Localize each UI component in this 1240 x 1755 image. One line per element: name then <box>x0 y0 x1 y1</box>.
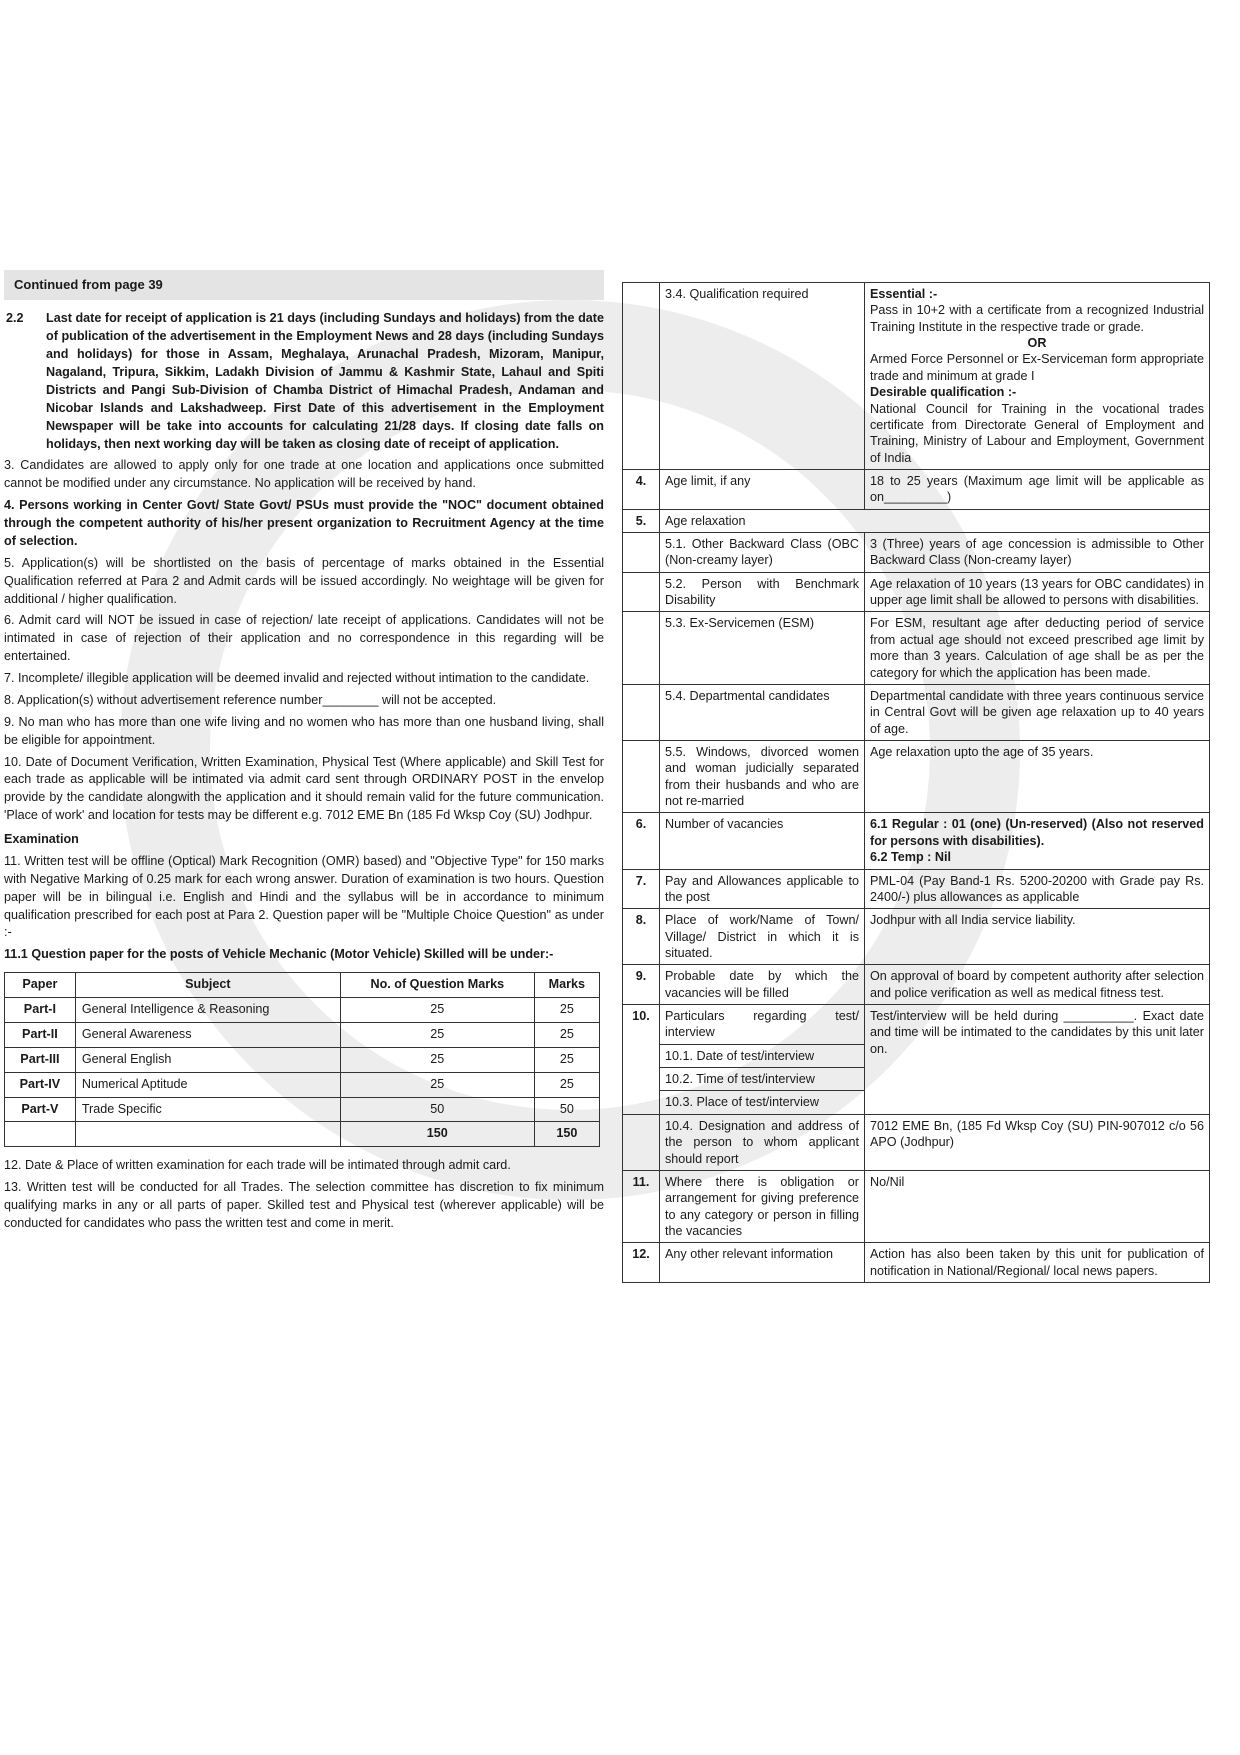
row-value: Departmental candidate with three years continuous service in Central Govt will be given age relaxation up to 40 years of age. <box>865 684 1210 740</box>
row-number: 9. <box>623 965 660 1005</box>
cell-questions: 25 <box>340 1072 534 1097</box>
row-5-4 <box>623 684 1210 740</box>
test-time-label: 10.2. Time of test/interview <box>660 1067 864 1087</box>
row-vacancies <box>623 813 1210 869</box>
row-number <box>623 283 660 470</box>
table-row <box>5 1072 600 1097</box>
header-subject: Subject <box>75 973 340 998</box>
paper-table-header <box>5 973 600 998</box>
notice-page <box>0 270 1214 1475</box>
row-value: No/Nil <box>865 1170 1210 1242</box>
row-label: Probable date by which the vacancies will be filled <box>660 965 865 1005</box>
row-label: Any other relevant information <box>660 1243 865 1283</box>
cell-total-paper <box>5 1122 76 1147</box>
row-place-of-work <box>623 909 1210 965</box>
continued-header: Continued from page 39 <box>4 270 604 300</box>
para-2-2-number: 2.2 <box>6 311 24 326</box>
row-5-5 <box>623 740 1210 812</box>
row-value: PML-04 (Pay Band-1 Rs. 5200-20200 with Grade pay Rs. 2400/-) plus allowances as applicable <box>865 869 1210 909</box>
cell-subject: Numerical Aptitude <box>75 1072 340 1097</box>
row-label: 5.5. Windows, divorced women and woman judicially separated from their husbands and who are not re-married <box>660 740 865 812</box>
row-age-relaxation <box>623 509 1210 532</box>
or-text: OR <box>1027 336 1047 351</box>
para-2-2-text: Last date for receipt of application is 21 days (including Sundays and holidays) from the date of publication of the advertisement in the Employment News and 28 days (including Sundays and holidays) for those in Assam, Meghalaya, Arunachal Pradesh, Mizoram, Manipur, Nagaland, Tripura, Sikkim, Ladakh Division of Jammu & Kashmir State, Lahaul and Spiti Districts and Pangi Sub-Division of Chamba District of Himachal Pradesh, Andaman and Nicobar Islands and Lakshadweep. First Date of this advertisement in the Employment Newspaper will be take into accounts for calculating 21/28 days. If closing date falls on holidays, then next working day will be taken as closing date of receipt of application. <box>46 311 604 451</box>
test-place-label: 10.3. Place of test/interview <box>660 1090 864 1110</box>
para-10: 10. Date of Document Verification, Written Examination, Physical Test (Where applicable) and Skill Test for each trade as applicable will be intimated via admit card sent through ORDINARY POST in the envelop provide by the candidate alongwith the application and it should remain valid for the future communication. 'Place of work' and location for tests may be different e.g. 7012 EME Bn (185 Fd Wksp Coy (SU) Jodhpur. <box>4 754 604 823</box>
armed-force-text: Armed Force Personnel or Ex-Serviceman form appropriate trade and minimum at grade I <box>870 352 1204 383</box>
para-12: 12. Date & Place of written examination for each trade will be intimated through admit card. <box>4 1158 511 1173</box>
row-label: Age relaxation <box>660 509 1210 532</box>
para-6: 6. Admit card will NOT be issued in case of rejection/ late receipt of applications. Candidates will not be intimated in case of rejection of their application and no correspondence in this regarding will be entertained. <box>4 613 604 664</box>
test-interview-label: Particulars regarding test/ interview <box>665 1009 859 1040</box>
left-column <box>4 270 604 1475</box>
row-label: 5.4. Departmental candidates <box>660 684 865 740</box>
essential-heading: Essential :- <box>870 287 938 301</box>
para-9: 9. No man who has more than one wife living and no women who has more than one husband living, shall be eligible for appointment. <box>4 714 604 747</box>
row-number: 10. <box>623 1005 660 1115</box>
para-7: 7. Incomplete/ illegible application will be deemed invalid and rejected without intimation to the candidate. <box>4 671 590 686</box>
cell-questions: 25 <box>340 1047 534 1072</box>
row-number <box>623 684 660 740</box>
total-row <box>5 1122 600 1147</box>
row-value: 7012 EME Bn, (185 Fd Wksp Coy (SU) PIN-907012 c/o 56 APO (Jodhpur) <box>865 1114 1210 1170</box>
row-label: 5.1. Other Backward Class (OBC (Non-creamy layer) <box>660 533 865 573</box>
row-label: 5.2. Person with Benchmark Disability <box>660 572 865 612</box>
row-value: On approval of board by competent authority after selection and police verification as well as medical fitness test. <box>865 965 1210 1005</box>
header-questions: No. of Question Marks <box>340 973 534 998</box>
row-other-info <box>623 1243 1210 1283</box>
table-row <box>5 998 600 1023</box>
row-label: Age limit, if any <box>660 469 865 509</box>
row-number: 5. <box>623 509 660 532</box>
cell-questions: 25 <box>340 1022 534 1047</box>
row-label <box>660 1005 865 1115</box>
row-value: Age relaxation of 10 years (13 years for OBC candidates) in upper age limit shall be allowed to persons with disabilities. <box>865 572 1210 612</box>
cell-subject: General Awareness <box>75 1022 340 1047</box>
para-3: 3. Candidates are allowed to apply only for one trade at one location and applications once submitted cannot be modified under any circumstance. No application will be received by hand. <box>4 458 604 491</box>
table-row <box>5 1022 600 1047</box>
paper-table <box>4 972 600 1147</box>
cell-subject: General Intelligence & Reasoning <box>75 998 340 1023</box>
row-number <box>623 612 660 684</box>
para-8: 8. Application(s) without advertisement reference number________ will not be accepted. <box>4 692 497 707</box>
cell-marks: 25 <box>534 1047 599 1072</box>
row-5-2 <box>623 572 1210 612</box>
row-age-limit <box>623 469 1210 509</box>
desirable-heading: Desirable qualification :- <box>870 385 1017 400</box>
row-number: 8. <box>623 909 660 965</box>
header-marks: Marks <box>534 973 599 998</box>
cell-marks: 25 <box>534 1022 599 1047</box>
cell-marks: 50 <box>534 1097 599 1122</box>
row-report-person <box>623 1114 1210 1170</box>
row-value: Age relaxation upto the age of 35 years. <box>865 740 1210 812</box>
row-number: 12. <box>623 1243 660 1283</box>
cell-paper: Part-IV <box>5 1072 76 1097</box>
para-11-1: 11.1 Question paper for the posts of Vehicle Mechanic (Motor Vehicle) Skilled will be under:- <box>4 947 554 962</box>
cell-marks: 25 <box>534 998 599 1023</box>
para-5: 5. Application(s) will be shortlisted on the basis of percentage of marks obtained in the Essential Qualification referred at Para 2 and Admit cards will be issued accordingly. No weightage will be given for additional / higher qualification. <box>4 555 604 606</box>
cell-total-subject <box>75 1122 340 1147</box>
cell-questions: 50 <box>340 1097 534 1122</box>
row-number: 11. <box>623 1170 660 1242</box>
para-2-2 <box>4 310 604 453</box>
row-number <box>623 533 660 573</box>
para-13: 13. Written test will be conducted for all Trades. The selection committee has discretion to fix minimum qualifying marks in any or all parts of paper. Skilled test and Physical test (wherever applicable) will be conducted for candidates who pass the written test and come in merit. <box>4 1180 604 1230</box>
row-value: 3 (Three) years of age concession is admissible to Other Backward Class (Non-creamy layer) <box>865 533 1210 573</box>
cell-paper: Part-III <box>5 1047 76 1072</box>
row-number: 7. <box>623 869 660 909</box>
cell-total-questions: 150 <box>340 1122 534 1147</box>
row-test-interview <box>623 1005 1210 1115</box>
row-label: 3.4. Qualification required <box>660 283 865 470</box>
row-number: 6. <box>623 813 660 869</box>
cell-paper: Part-II <box>5 1022 76 1047</box>
cell-subject: General English <box>75 1047 340 1072</box>
row-qualification <box>623 283 1210 470</box>
row-5-3 <box>623 612 1210 684</box>
row-value <box>865 813 1210 869</box>
cell-questions: 25 <box>340 998 534 1023</box>
cell-paper: Part-V <box>5 1097 76 1122</box>
desirable-text: National Council for Training in the vocational trades certificate from Directorate General of Employment and Training, Ministry of Labour and Employment, Government of India <box>870 401 1204 465</box>
right-column <box>622 282 1212 1283</box>
row-probable-date <box>623 965 1210 1005</box>
row-number <box>623 740 660 812</box>
cell-marks: 25 <box>534 1072 599 1097</box>
table-row <box>5 1097 600 1122</box>
row-value: 18 to 25 years (Maximum age limit will be applicable as on_________) <box>865 469 1210 509</box>
row-value: Jodhpur with all India service liability. <box>865 909 1210 965</box>
temp-vacancy: 6.2 Temp : Nil <box>870 850 951 865</box>
examination-heading: Examination <box>4 832 79 847</box>
row-label: Where there is obligation or arrangement for giving preference to any category or person in filling the vacancies <box>660 1170 865 1242</box>
cell-total-marks: 150 <box>534 1122 599 1147</box>
cell-paper: Part-I <box>5 998 76 1023</box>
row-number: 4. <box>623 469 660 509</box>
row-number <box>623 572 660 612</box>
row-label: Pay and Allowances applicable to the post <box>660 869 865 909</box>
row-pay <box>623 869 1210 909</box>
row-number <box>623 1114 660 1170</box>
row-label: Number of vacancies <box>660 813 865 869</box>
para-11: 11. Written test will be offline (Optical) Mark Recognition (OMR) based) and "Objective Type" for 150 marks with Negative Marking of 0.25 mark for each wrong answer. Duration of examination is two hours. Question paper will be in bilingual i.e. English and Hindi and the syllabus will be in accordance to minimum qualification prescribed for each post at Para 2. Question paper will be "Multiple Choice Question" as under :- <box>4 853 604 940</box>
details-table <box>622 282 1210 1283</box>
row-preference <box>623 1170 1210 1242</box>
row-value: For ESM, resultant age after deducting period of service from actual age should not exceed prescribed age limit by more than 3 years. Calculation of age shall be as per the category for which the application has been made. <box>865 612 1210 684</box>
row-label: Place of work/Name of Town/ Village/ District in which it is situated. <box>660 909 865 965</box>
row-value <box>865 283 1210 470</box>
essential-text: Pass in 10+2 with a certificate from a recognized Industrial Training Institute in the respective trade or grade. <box>870 303 1204 334</box>
test-date-label: 10.1. Date of test/interview <box>660 1044 864 1064</box>
cell-subject: Trade Specific <box>75 1097 340 1122</box>
para-4: 4. Persons working in Center Govt/ State Govt/ PSUs must provide the "NOC" document obtained through the competent authority of his/her present organization to Recruitment Agency at the time of selection. <box>4 498 604 548</box>
row-label: 5.3. Ex-Servicemen (ESM) <box>660 612 865 684</box>
row-5-1 <box>623 533 1210 573</box>
table-row <box>5 1047 600 1072</box>
regular-vacancy: 6.1 Regular : 01 (one) (Un-reserved) (Also not reserved for persons with disabilities). <box>870 817 1204 848</box>
header-paper: Paper <box>5 973 76 998</box>
row-value: Test/interview will be held during __________. Exact date and time will be intimated to the candidates by this unit later on. <box>865 1005 1210 1115</box>
row-value: Action has also been taken by this unit for publication of notification in National/Regional/ local news papers. <box>865 1243 1210 1283</box>
row-label: 10.4. Designation and address of the person to whom applicant should report <box>660 1114 865 1170</box>
